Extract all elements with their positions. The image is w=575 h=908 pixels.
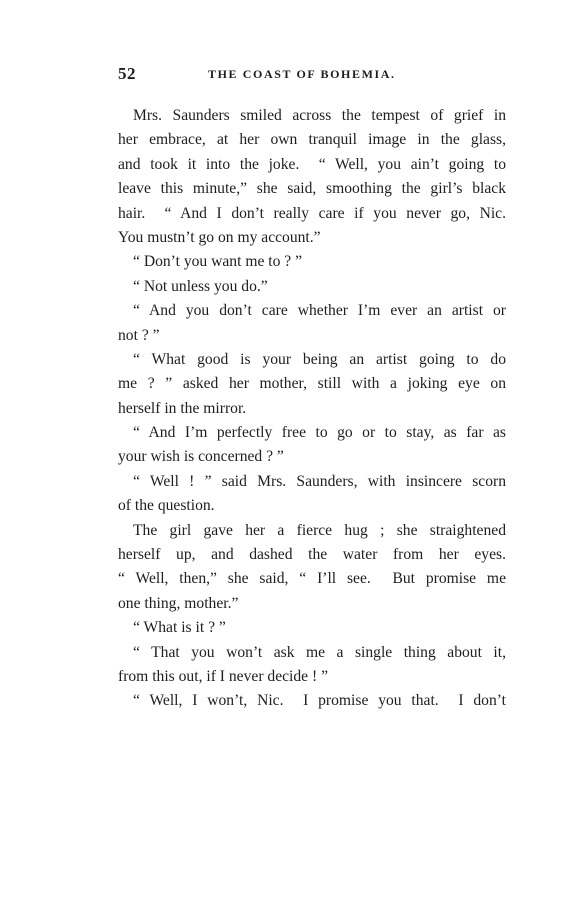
text-line: not ? ” (118, 326, 160, 344)
text-line: “ Not unless you do.” (133, 277, 268, 295)
text-line: “ Well ! ” said Mrs. Saunders, with insincere scorn (133, 472, 506, 490)
running-title: THE COAST OF BOHEMIA. (208, 67, 396, 81)
text-line: her embrace, at her own tranquil image in the glass, (118, 131, 506, 149)
text-line: “ What is it ? ” (133, 619, 226, 637)
page-number: 52 (118, 64, 136, 83)
body-text (118, 104, 506, 714)
text-line: herself in the mirror. (118, 399, 247, 417)
text-line: The girl gave her a fierce hug ; she straightened (133, 521, 506, 539)
text-line: from this out, if I never decide ! ” (118, 667, 329, 685)
text-line: “ And I’m perfectly free to go or to stay, as far as (133, 424, 506, 442)
text-line: Mrs. Saunders smiled across the tempest of grief in (133, 107, 506, 124)
text-line: “ That you won’t ask me a single thing about it, (133, 643, 506, 661)
text-line: herself up, and dashed the water from her eyes. (118, 546, 506, 564)
text-line: leave this minute,” she said, smoothing the girl’s black (118, 180, 506, 198)
text-line: hair. “ And I don’t really care if you never go, Nic. (118, 204, 506, 222)
text-line: “ Don’t you want me to ? ” (133, 253, 303, 271)
text-line: “ Well, I won’t, Nic. I promise you that. I don’t (133, 692, 506, 710)
text-line: and took it into the joke. “ Well, you ain’t going to (118, 155, 506, 173)
text-line: “ And you don’t care whether I’m ever an artist or (133, 302, 506, 320)
text-line: “ Well, then,” she said, “ I’ll see. But promise me (118, 570, 506, 588)
text-line: You mustn’t go on my account.” (118, 228, 321, 246)
text-line: me ? ” asked her mother, still with a joking eye on (118, 375, 506, 393)
text-line: of the question. (118, 497, 215, 515)
text-line: your wish is concerned ? ” (118, 448, 284, 466)
text-line: “ What good is your being an artist going to do (133, 350, 506, 368)
text-line: one thing, mother.” (118, 594, 239, 612)
